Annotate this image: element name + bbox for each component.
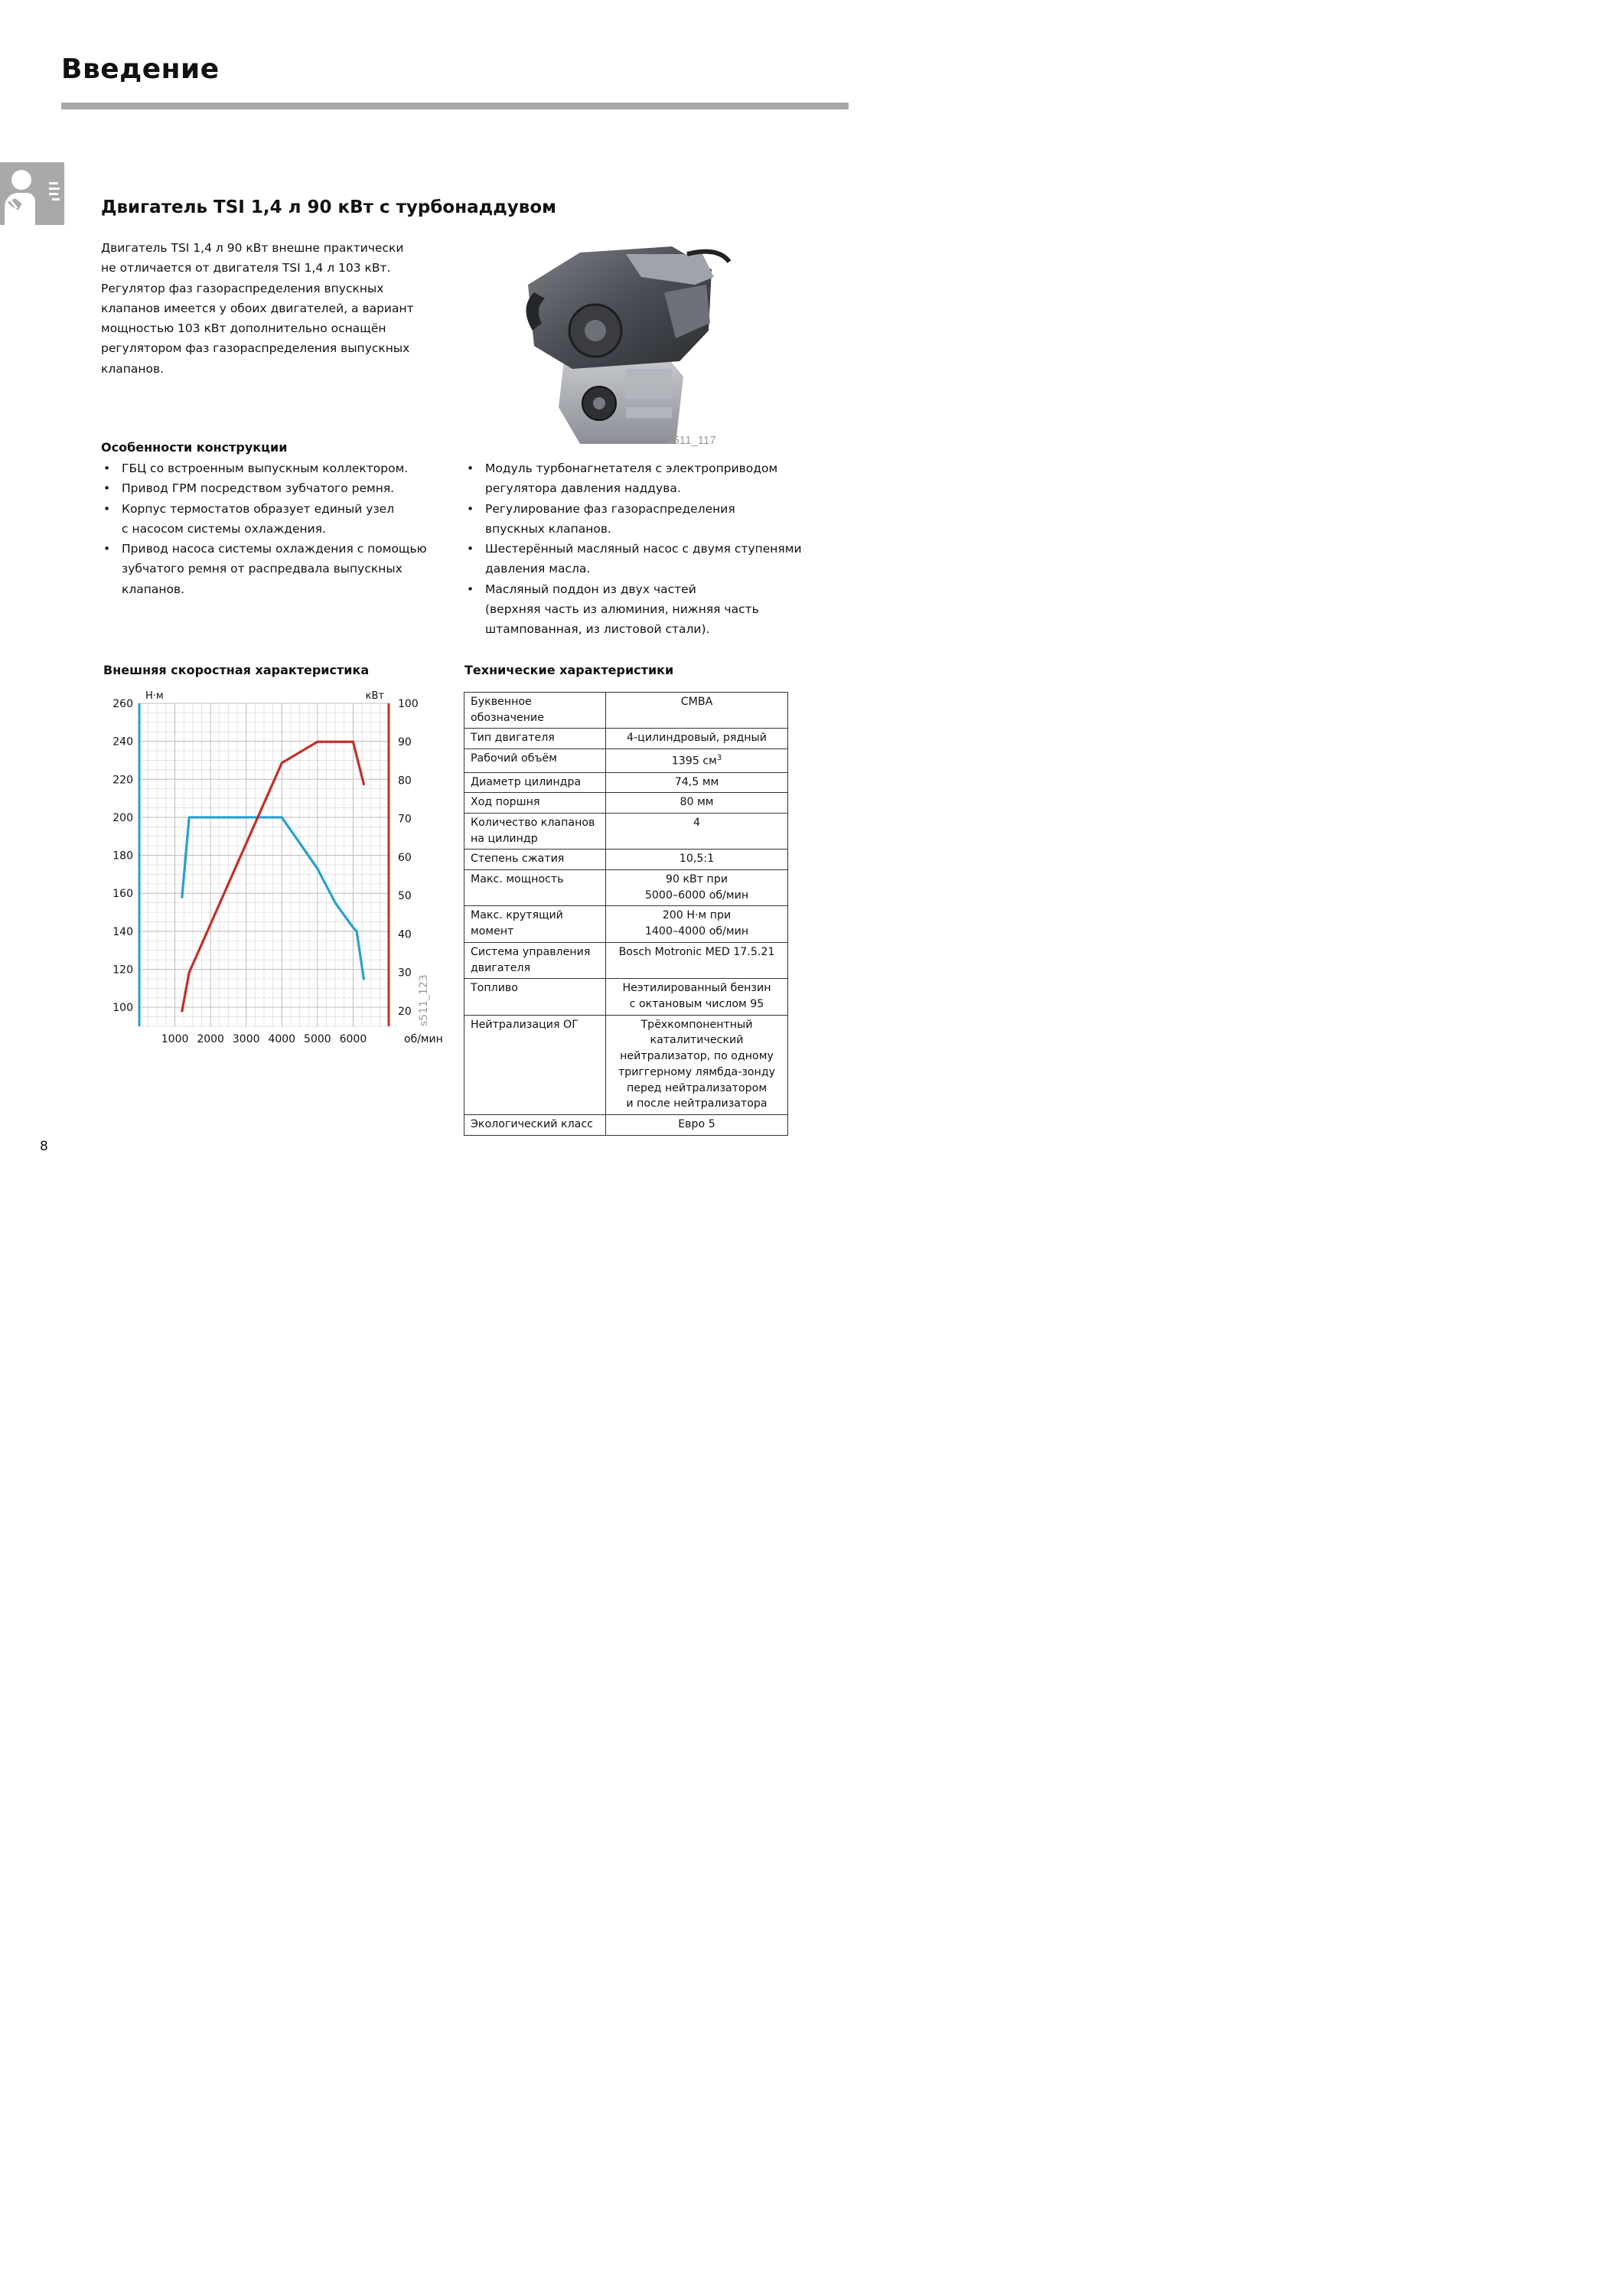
spec-value-text: 90 кВт при	[665, 873, 728, 886]
table-row	[464, 870, 788, 906]
power-point	[352, 741, 354, 743]
y-left-tick-label: 260	[112, 698, 133, 710]
spec-value-text: перед нейтрализатором	[626, 1081, 768, 1094]
y-right-tick-label: 50	[398, 890, 412, 903]
spec-value	[606, 749, 788, 772]
spec-value-line	[612, 872, 781, 888]
spec-value-line	[612, 1081, 781, 1097]
table-row	[464, 1114, 788, 1135]
spec-label	[464, 749, 606, 772]
y-left-tick-label: 180	[112, 850, 133, 863]
section-heading: Двигатель TSI 1,4 л 90 кВт с турбонаддувом	[101, 197, 556, 217]
presenter-icon	[0, 162, 64, 225]
list-item-line: с насосом системы охлаждения.	[122, 521, 326, 536]
y-right-unit: кВт	[365, 690, 384, 702]
x-tick-label: 4000	[268, 1033, 296, 1045]
torque-point	[281, 816, 283, 818]
spec-value-line	[612, 1017, 781, 1033]
torque-point	[181, 896, 183, 899]
spec-label	[464, 813, 606, 849]
x-tick-label: 2000	[197, 1033, 224, 1045]
table-row	[464, 979, 788, 1015]
y-left-tick-label: 120	[112, 964, 133, 977]
spec-value-text: 5000–6000 об/мин	[644, 889, 749, 902]
list-item-line: давления масла.	[485, 562, 591, 576]
spec-value-line	[612, 1117, 781, 1133]
y-left-tick-label: 220	[112, 774, 133, 787]
spec-value-line	[612, 908, 781, 924]
spec-label	[464, 906, 606, 942]
chart-code-label: s511_123	[418, 974, 430, 1026]
spec-label	[464, 850, 606, 870]
photo-code-label: s511_117	[667, 434, 716, 447]
list-item-line: • Корпус термостатов образует единый узел	[122, 501, 395, 516]
spec-value	[606, 772, 788, 793]
engine-photo	[511, 239, 733, 452]
spec-value	[606, 693, 788, 729]
spec-value-text: нейтрализатор, по одному	[620, 1050, 774, 1063]
spec-value-line	[612, 924, 781, 940]
spec-value-text: 1400–4000 об/мин	[644, 925, 749, 938]
list-item-line: • Масляный поддон из двух частей	[485, 582, 696, 596]
list-item	[465, 539, 802, 579]
spec-value	[606, 813, 788, 849]
spec-value-line	[612, 1096, 781, 1112]
spec-value-line	[612, 944, 781, 960]
spec-label-line: Экологический класс	[471, 1117, 593, 1130]
list-item-line: • Привод насоса системы охлаждения с помощью	[122, 542, 427, 556]
list-item-line: • Привод ГРМ посредством зубчатого ремня.	[122, 481, 395, 496]
intro-line: регулятором фаз газораспределения выпускных	[101, 341, 410, 356]
table-row	[464, 942, 788, 978]
spec-value-line	[612, 751, 781, 769]
spec-value-text: 74,5 мм	[674, 775, 719, 788]
spec-value-text: 10,5:1	[679, 853, 715, 866]
spec-value-text: Трёхкомпонентный	[640, 1018, 753, 1031]
table-row	[464, 729, 788, 749]
spec-value-line	[612, 888, 781, 904]
spec-value	[606, 1015, 788, 1114]
spec-label	[464, 979, 606, 1015]
y-right-tick-label: 100	[398, 698, 419, 710]
spec-label-line: Буквенное	[471, 696, 532, 708]
spec-value-line	[612, 996, 781, 1013]
intro-paragraph	[101, 238, 422, 379]
spec-value-line	[612, 794, 781, 810]
list-item	[465, 579, 802, 640]
y-right-tick-label: 70	[398, 813, 412, 826]
introduction-section-tab	[0, 162, 64, 225]
x-tick-label: 1000	[161, 1033, 189, 1045]
specs-table	[464, 692, 788, 1136]
spec-label-line: Макс. мощность	[471, 873, 564, 886]
power-point	[363, 783, 365, 785]
intro-line: Регулятор фаз газораспределения впускных	[101, 281, 384, 295]
title-divider	[61, 103, 849, 109]
spec-label	[464, 1015, 606, 1114]
spec-value-text: 4-цилиндровый, рядный	[627, 732, 767, 745]
spec-label-line: Топливо	[471, 982, 518, 995]
list-item	[102, 458, 442, 478]
y-left-tick-label: 240	[112, 735, 133, 748]
y-left-unit: Н·м	[145, 690, 164, 702]
spec-label	[464, 870, 606, 906]
spec-label	[464, 942, 606, 978]
page-title: Введение	[61, 54, 220, 85]
spec-value-text: каталитический	[650, 1034, 744, 1047]
y-right-tick-label: 90	[398, 736, 412, 749]
power-point	[181, 1009, 183, 1012]
spec-label-line: обозначение	[471, 711, 544, 724]
spec-value-text: Bosch Motronic MED 17.5.21	[618, 945, 775, 958]
spec-value-line	[612, 1049, 781, 1065]
spec-value	[606, 850, 788, 870]
list-item-line: • Шестерённый масляный насос с двумя ступенями	[485, 542, 802, 556]
spec-label-line: двигателя	[471, 961, 531, 974]
specs-heading: Технические характеристики	[464, 663, 674, 677]
spec-value-text: 1395 см	[671, 755, 717, 768]
spec-value-line	[612, 851, 781, 867]
spec-value-text: 200 Н·м при	[662, 909, 732, 922]
y-right-tick-label: 40	[398, 928, 412, 941]
spec-label-line: Ход поршня	[471, 796, 540, 809]
list-item-line: регулятора давления наддува.	[485, 481, 681, 496]
spec-value-line	[612, 815, 781, 831]
spec-value-text: с октановым числом 95	[629, 997, 764, 1010]
spec-value	[606, 979, 788, 1015]
spec-value	[606, 1114, 788, 1135]
list-item	[102, 539, 442, 599]
table-row	[464, 813, 788, 849]
spec-label-line: Рабочий объём	[471, 752, 557, 765]
spec-value-line	[612, 694, 781, 710]
spec-label	[464, 772, 606, 793]
torque-point	[356, 930, 358, 932]
x-axis-unit: об/мин	[404, 1033, 443, 1045]
spec-label-line: на цилиндр	[471, 832, 538, 845]
table-row	[464, 793, 788, 814]
table-row	[464, 772, 788, 793]
spec-value	[606, 870, 788, 906]
y-right-tick-label: 30	[398, 967, 412, 980]
list-item-line: (верхняя часть из алюминия, нижняя часть	[485, 602, 759, 617]
y-right-tick-label: 20	[398, 1005, 412, 1018]
list-item-line: впускных клапанов.	[485, 521, 611, 536]
y-left-tick-label: 100	[112, 1002, 133, 1015]
spec-value-text: Евро 5	[678, 1117, 715, 1130]
intro-line: клапанов имеется у обоих двигателей, а вариант	[101, 301, 414, 315]
table-row	[464, 906, 788, 942]
spec-label-line: Количество клапанов	[471, 816, 595, 829]
intro-line: Двигатель TSI 1,4 л 90 кВт внешне практически	[101, 241, 404, 255]
torque-point	[352, 926, 354, 928]
spec-value-text: CMBA	[680, 696, 713, 708]
features-list-right	[465, 458, 802, 640]
spec-label-line: Нейтрализация ОГ	[471, 1018, 578, 1031]
list-item-line: • Модуль турбонагнетателя с электроприводом	[485, 461, 778, 475]
intro-line: не отличается от двигателя TSI 1,4 л 103 кВт.	[101, 261, 391, 276]
spec-label-line: Диаметр цилиндра	[471, 775, 582, 788]
torque-point	[334, 902, 337, 904]
spec-label-line: Система управления	[471, 945, 591, 958]
table-row	[464, 1015, 788, 1114]
x-tick-label: 5000	[304, 1033, 331, 1045]
spec-value-text: 4	[693, 816, 701, 829]
list-item	[102, 478, 442, 498]
spec-value-line	[612, 1032, 781, 1049]
torque-point	[188, 816, 191, 818]
x-tick-label: 3000	[232, 1033, 260, 1045]
spec-value-text: 80 мм	[680, 796, 714, 809]
spec-label-line: момент	[471, 925, 514, 938]
power-point	[188, 971, 191, 974]
spec-value-text: Неэтилированный бензин	[622, 982, 771, 995]
intro-line: мощностью 103 кВт дополнительно оснащён	[101, 321, 386, 336]
page-number: 8	[40, 1139, 48, 1154]
power-point	[281, 762, 283, 764]
spec-label-line: Тип двигателя	[471, 732, 555, 745]
torque-point	[316, 867, 318, 869]
list-item	[465, 499, 802, 540]
spec-value-line	[612, 775, 781, 791]
full-load-chart	[99, 685, 443, 1052]
spec-value	[606, 906, 788, 942]
spec-value	[606, 942, 788, 978]
list-item	[465, 458, 802, 499]
y-left-tick-label: 160	[112, 888, 133, 901]
spec-value-text: и после нейтрализатора	[626, 1097, 768, 1110]
spec-value-line	[612, 980, 781, 996]
spec-label	[464, 729, 606, 749]
table-row	[464, 749, 788, 772]
spec-value-line	[612, 730, 781, 746]
list-item-line: штампованная, из листовой стали).	[485, 622, 710, 637]
list-item-line: клапанов.	[122, 582, 185, 596]
y-right-tick-label: 60	[398, 851, 412, 864]
list-item	[102, 499, 442, 540]
table-row	[464, 850, 788, 870]
spec-label-line: Степень сжатия	[471, 853, 565, 866]
y-right-tick-label: 80	[398, 775, 412, 788]
features-list-left	[102, 458, 442, 599]
intro-line: клапанов.	[101, 361, 165, 376]
spec-value	[606, 793, 788, 814]
spec-value-superscript: 3	[716, 754, 722, 763]
chart-title: Внешняя скоростная характеристика	[103, 663, 370, 677]
spec-label	[464, 693, 606, 729]
y-left-tick-label: 140	[112, 925, 133, 938]
power-point	[316, 741, 318, 743]
torque-point	[363, 977, 365, 980]
spec-value	[606, 729, 788, 749]
spec-value-line	[612, 1065, 781, 1081]
list-item-line: • ГБЦ со встроенным выпускным коллектором.	[122, 461, 409, 475]
features-heading: Особенности конструкции	[101, 440, 288, 455]
spec-label-line: Макс. крутящий	[471, 909, 563, 922]
list-item-line: зубчатого ремня от распредвала выпускных	[122, 562, 402, 576]
y-left-tick-label: 200	[112, 811, 133, 824]
spec-label	[464, 1114, 606, 1135]
x-tick-label: 6000	[339, 1033, 367, 1045]
list-item-line: • Регулирование фаз газораспределения	[485, 501, 735, 516]
spec-label	[464, 793, 606, 814]
spec-value-text: триггерному лямбда-зонду	[618, 1065, 776, 1078]
table-row	[464, 693, 788, 729]
